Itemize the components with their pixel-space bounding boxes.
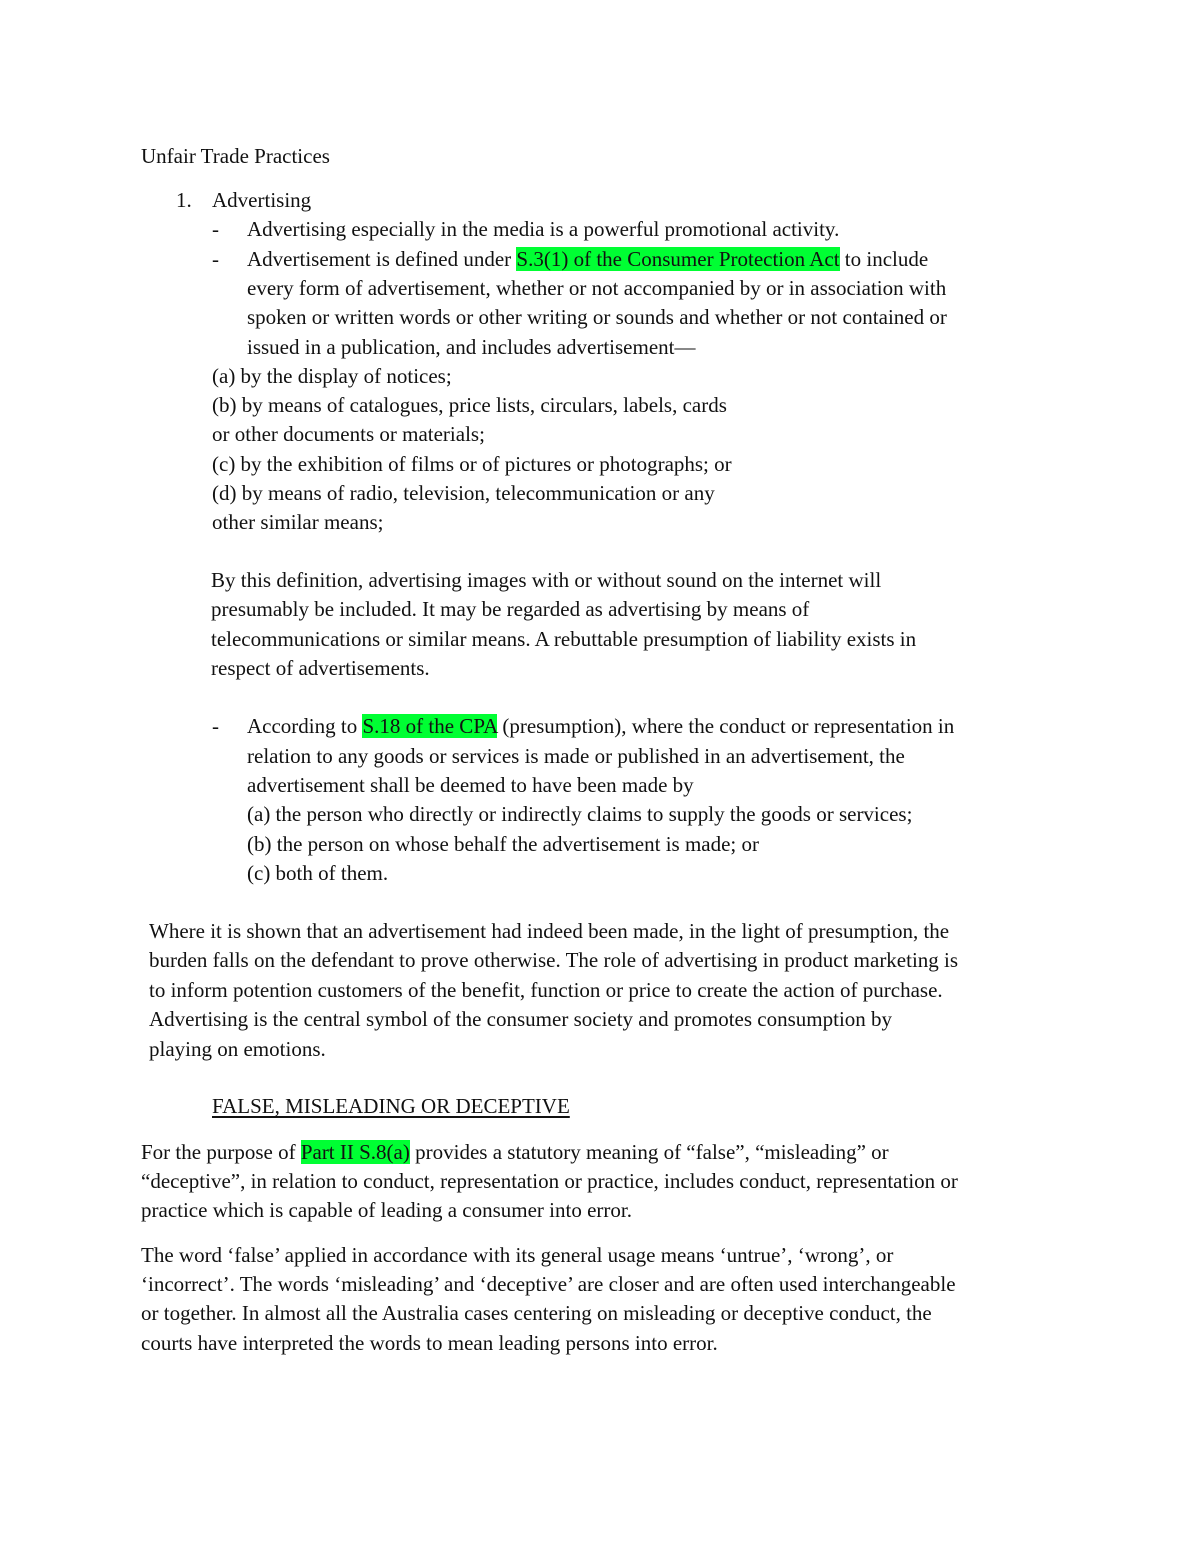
paragraph-line: telecommunications or similar means. A rebuttable presumption of liability exists in [211,627,917,651]
bullet-dash: - [212,714,219,738]
paragraph-line: burden falls on the defendant to prove otherwise. The role of advertising in product marketing is [149,948,959,972]
bullet-2-pre: Advertisement is defined under [247,247,517,271]
bullet-3-line-6: (c) both of them. [247,861,389,885]
definition-item-d-cont: other similar means; [212,510,384,534]
highlight-s3-1-cpa: S.3(1) of the Consumer Protection Act [516,247,840,271]
definition-item-c: (c) by the exhibition of films or of pictures or photographs; or [212,452,732,476]
bullet-2-line-1 [247,245,928,274]
bullet-2-line-2: every form of advertisement, whether or not accompanied by or in association with [247,276,947,300]
definition-item-a: (a) by the display of notices; [212,364,452,388]
document-title: Unfair Trade Practices [141,144,330,168]
paragraph-line: Where it is shown that an advertisement had indeed been made, in the light of presumption, the [149,919,950,943]
paragraph-line: or together. In almost all the Australia cases centering on misleading or deceptive conduct, the [141,1301,932,1325]
list-heading-advertising: Advertising [212,188,312,212]
definition-item-b: (b) by means of catalogues, price lists, circulars, labels, cards [212,393,727,417]
paragraph-line: Advertising is the central symbol of the consumer society and promotes consumption by [149,1007,893,1031]
paragraph-line: presumably be included. It may be regarded as advertising by means of [211,597,810,621]
paragraph-3-line-3: practice which is capable of leading a consumer into error. [141,1198,632,1222]
paragraph-3-pre: For the purpose of [141,1140,301,1164]
bullet-3-line-5: (b) the person on whose behalf the advertisement is made; or [247,832,760,856]
bullet-3-line-3: advertisement shall be deemed to have been made by [247,773,694,797]
paragraph-3-post: provides a statutory meaning of “false”, “misleading” or [409,1140,889,1164]
paragraph-line: The word ‘false’ applied in accordance with its general usage means ‘untrue’, ‘wrong’, or [141,1243,894,1267]
bullet-2-line-3: spoken or written words or other writing or sounds and whether or not contained or [247,305,947,329]
paragraph-line: to inform potention customers of the benefit, function or price to create the action of purchase. [149,978,943,1002]
paragraph-line: playing on emotions. [149,1037,326,1061]
list-number-1: 1. [176,188,192,212]
bullet-3-line-1 [247,712,954,741]
definition-item-d: (d) by means of radio, television, telecommunication or any [212,481,715,505]
bullet-3-line-4: (a) the person who directly or indirectly claims to supply the goods or services; [247,802,913,826]
paragraph-line: By this definition, advertising images with or without sound on the internet will [211,568,882,592]
bullet-2-line-4: issued in a publication, and includes advertisement— [247,335,696,359]
bullet-3-pre: According to [247,714,363,738]
bullet-2-post: to include [839,247,929,271]
bullet-dash: - [212,217,219,241]
paragraph-3-line-1 [141,1138,889,1167]
highlight-s18-cpa: S.18 of the CPA [362,714,498,738]
highlight-part-ii-s8a: Part II S.8(a) [300,1140,410,1164]
definition-item-b-cont: or other documents or materials; [212,422,485,446]
bullet-3-post: (presumption), where the conduct or representation in [497,714,955,738]
paragraph-line: courts have interpreted the words to mean leading persons into error. [141,1331,718,1355]
bullet-3-line-2: relation to any goods or services is made or published in an advertisement, the [247,744,905,768]
section-heading: FALSE, MISLEADING OR DECEPTIVE [212,1094,570,1118]
bullet-dash: - [212,247,219,271]
paragraph-line: ‘incorrect’. The words ‘misleading’ and ‘deceptive’ are closer and are often used interchangeable [141,1272,956,1296]
paragraph-line: respect of advertisements. [211,656,430,680]
bullet-1-text: Advertising especially in the media is a powerful promotional activity. [247,217,840,241]
paragraph-3-line-2: “deceptive”, in relation to conduct, representation or practice, includes conduct, representation or [141,1169,958,1193]
